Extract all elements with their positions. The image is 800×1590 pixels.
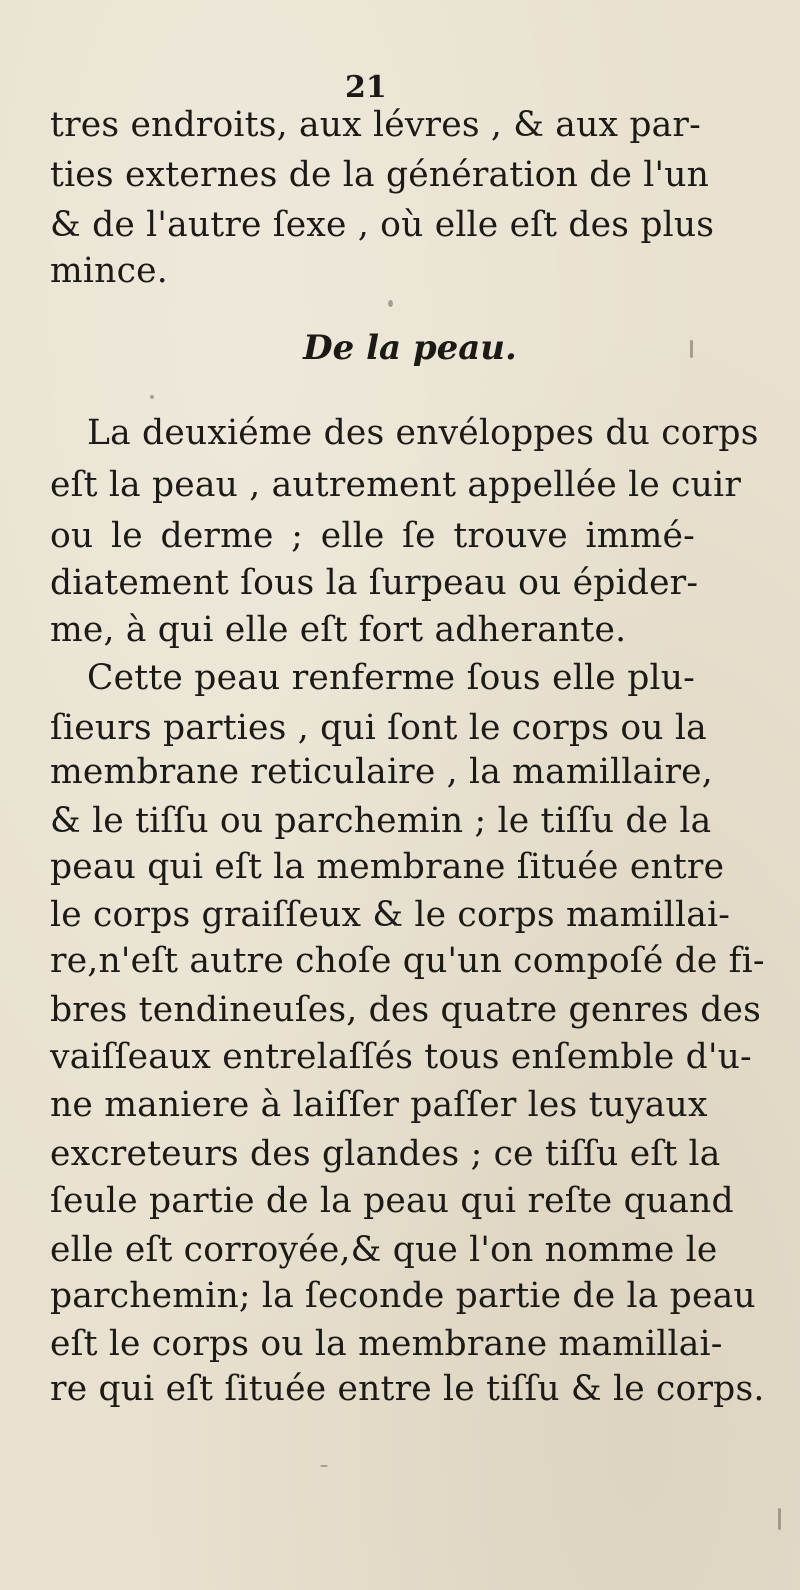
text-line: parchemin; la ſeconde partie de la peau: [50, 1276, 756, 1316]
paper-speck: [320, 1465, 328, 1467]
text-line: eſt la peau , autrement appellée le cuir: [50, 465, 742, 505]
text-line: elle eſt corroyée,& que l'on nomme le: [50, 1230, 718, 1270]
text-line: ſieurs parties , qui ſont le corps ou la: [50, 708, 707, 748]
text-line: & le tiſſu ou parchemin ; le tiſſu de la: [50, 801, 712, 841]
text-line: ties externes de la génération de l'un: [50, 155, 710, 195]
paper-speck: [778, 1508, 781, 1530]
text-line: re qui eſt ſituée entre le tiſſu & le corps.: [50, 1369, 765, 1409]
text-line: eſt le corps ou la membrane mamillai-: [50, 1324, 723, 1364]
text-line: vaiſſeaux entrelaſſés tous enſemble d'u-: [50, 1037, 752, 1077]
paper-speck: [388, 300, 393, 307]
paper-speck: [150, 395, 154, 399]
text-line: peau qui eſt la membrane ſituée entre: [50, 847, 725, 887]
text-line: re,n'eſt autre choſe qu'un compoſé de fi-: [50, 941, 765, 981]
text-line: me, à qui elle eſt fort adherante.: [50, 610, 627, 650]
text-line: & de l'autre ſexe , où elle eſt des plus: [50, 205, 715, 245]
text-line: diatement ſous la ſurpeau ou épider-: [50, 563, 699, 603]
paper-speck: [690, 340, 693, 358]
text-line: ſeule partie de la peau qui reſte quand: [50, 1181, 734, 1221]
text-line: La deuxiéme des envéloppes du corps: [87, 413, 759, 453]
text-line: tres endroits, aux lévres , & aux par-: [50, 105, 701, 145]
text-line: Cette peau renferme ſous elle plu-: [87, 658, 695, 698]
page-number: 21: [345, 70, 387, 105]
text-line: membrane reticulaire , la mamillaire,: [50, 752, 713, 792]
text-line: excreteurs des glandes ; ce tiſſu eſt la: [50, 1134, 721, 1174]
text-line: bres tendineuſes, des quatre genres des: [50, 990, 762, 1030]
text-line: ne maniere à laiſſer paſſer les tuyaux: [50, 1085, 708, 1125]
text-line: mince.: [50, 251, 168, 291]
section-heading: De la peau.: [303, 328, 517, 368]
text-line: le corps graiſſeux & le corps mamillai-: [50, 895, 731, 935]
text-line: ou le derme ; elle ſe trouve immé-: [50, 516, 695, 556]
